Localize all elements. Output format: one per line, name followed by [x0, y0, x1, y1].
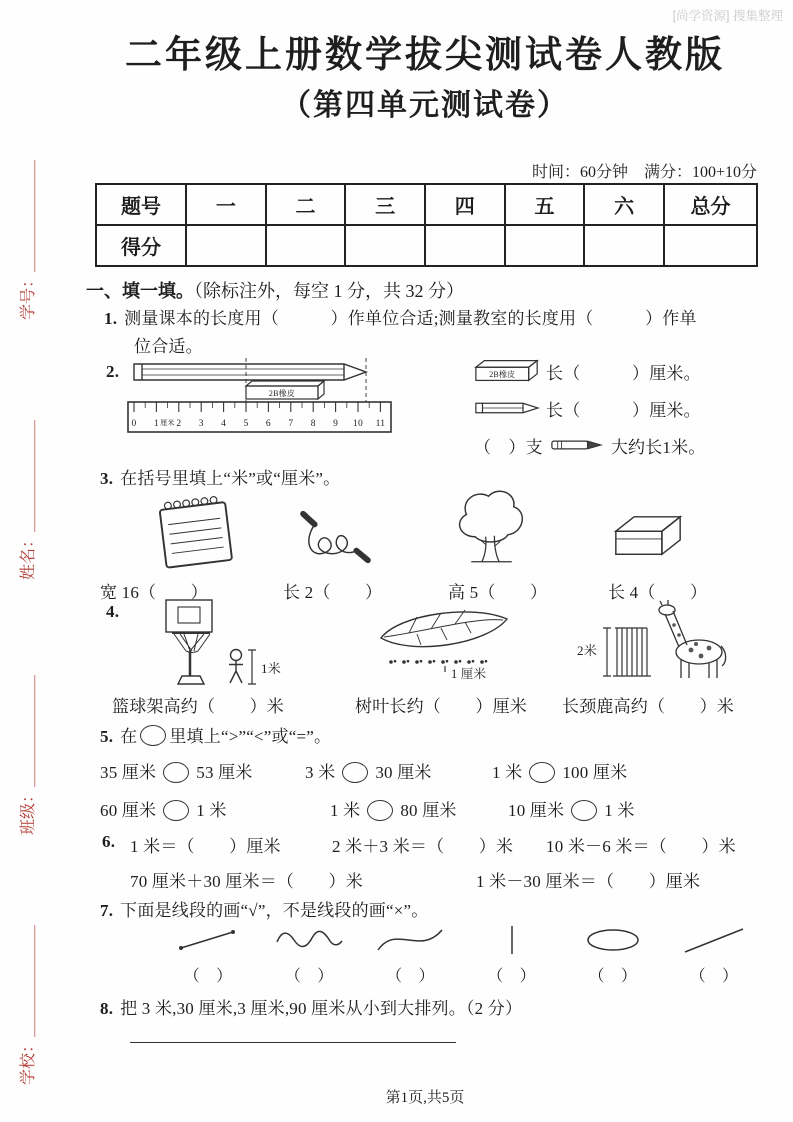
answer-text: 大约长1米。: [610, 437, 706, 457]
question-7-title: 下面是线段的画“√”，不是线段的画“×”。: [120, 901, 429, 920]
compare-right: 100 厘米: [562, 763, 628, 782]
conversion-item: 2 米＋3 米＝（ ）米: [332, 837, 514, 856]
answer-text: （ ）支: [474, 437, 543, 457]
question-7-number: 7.: [100, 901, 114, 920]
comparison-item: [492, 758, 627, 783]
vertical-line-icon: [476, 922, 548, 958]
line-judge-item: [577, 922, 649, 986]
svg-text:2: 2: [176, 419, 182, 429]
score-cell: 三: [345, 184, 425, 225]
question-1-text: 测量课本的长度用（ ）作单位合适;测量教室的长度用（ ）作单: [124, 309, 697, 328]
question-8-text: 把 3 米,30 厘米,3 厘米,90 厘米从小到大排列。（2 分）: [120, 999, 523, 1018]
answer-blank: （ ）: [689, 968, 739, 985]
question-2-row-crayon: [474, 432, 762, 458]
page-title: 二年级上册数学拔尖测试卷人教版: [125, 35, 725, 76]
conversion-item: 1 米＝（ ）厘米: [130, 837, 281, 856]
compare-circle: [163, 762, 189, 783]
line-judge-item: [678, 922, 750, 986]
unit-blank-label: 长 2（ ）: [283, 583, 383, 602]
score-cell: 五: [505, 184, 585, 225]
question-1-text-wrap: 位合适。: [134, 337, 203, 356]
score-cell-empty: [186, 225, 266, 266]
comparison-item: [100, 796, 227, 821]
question-3-title: 在括号里填上“米”或“厘米”。: [120, 469, 341, 488]
answer-blank: （ ）: [386, 968, 435, 985]
pencil-icon: [474, 399, 540, 417]
compare-left: 35 厘米: [100, 763, 157, 782]
giraffe-caption: 2米: [577, 643, 597, 658]
conversion-item: 1 米－30 厘米＝（ ）厘米: [476, 872, 701, 891]
unit-blank-label: 长 4（ ）: [608, 583, 708, 602]
question-8: [100, 994, 762, 1054]
comparison-item: [100, 758, 253, 783]
eraser-label: 2B橡皮: [489, 370, 516, 380]
crayon-icon: [549, 437, 605, 453]
svg-text:6: 6: [265, 419, 271, 429]
fence-icon: [603, 628, 651, 676]
sidebar-class: [15, 660, 37, 850]
compare-circle: [342, 762, 368, 783]
curved-line-icon: [374, 922, 446, 958]
estimate-label: 长颈鹿高约（ ）米: [562, 697, 734, 716]
answer-line: [130, 1042, 456, 1043]
question-2-row-pencil: [474, 395, 762, 421]
section-one-title: 一、填一填。: [86, 281, 194, 301]
question-6: [100, 832, 762, 896]
name-label: 姓名：: [20, 532, 37, 581]
unit-blank-label: 宽 16（ ）: [100, 583, 208, 602]
question-2-number: 2.: [106, 362, 120, 381]
ants-icon: [389, 660, 487, 664]
segment-with-endpoints-icon: [172, 922, 244, 958]
compare-left: 1 米: [330, 801, 361, 820]
sidebar-student-id: [15, 145, 37, 335]
ruler-unit-label: 厘米: [160, 419, 175, 427]
compare-right: 1 米: [604, 801, 635, 820]
score-cell-empty: [425, 225, 505, 266]
question-8-heading: [100, 994, 762, 1019]
line-judge-item: [476, 922, 548, 986]
answer-blank: （ ）: [588, 968, 638, 985]
question-7: [100, 896, 762, 992]
name-blank-line: ＿＿＿＿＿＿＿: [20, 419, 37, 532]
ellipse-icon: [577, 922, 649, 958]
section-one-heading: [86, 277, 464, 303]
compare-circle: [529, 762, 555, 783]
score-cell: 总分: [664, 184, 757, 225]
compare-circle: [571, 800, 597, 821]
svg-text:9: 9: [333, 419, 339, 429]
question-8-number: 8.: [100, 999, 114, 1018]
answer-text: 长（ ）厘米。: [546, 363, 701, 383]
answer-blank: （ ）: [284, 968, 334, 985]
score-cell: 得分: [96, 225, 186, 266]
svg-text:10: 10: [353, 419, 363, 429]
svg-text:8: 8: [310, 419, 316, 429]
svg-text:1: 1: [153, 419, 159, 429]
score-table-header-row: [96, 184, 757, 225]
unit-blank-label: 高 5（ ）: [448, 583, 548, 602]
question-3-heading: [100, 464, 762, 489]
score-cell-empty: [266, 225, 346, 266]
comparison-item: [330, 796, 457, 821]
basketball-caption: 1米: [261, 661, 281, 676]
score-cell: 四: [425, 184, 505, 225]
score-cell-empty: [584, 225, 664, 266]
pencil-ruler-figure: [126, 356, 396, 436]
conversion-item: 10 米－6 米＝（ ）米: [546, 837, 736, 856]
estimate-label: 篮球架高约（ ）米: [112, 697, 284, 716]
answer-blank: （ ）: [487, 968, 536, 985]
compare-circle: [367, 800, 393, 821]
compare-left: 60 厘米: [100, 801, 157, 820]
estimate-label: 树叶长约（ ）厘米: [355, 697, 527, 716]
question-6-number: 6.: [102, 832, 116, 851]
question-5-title-post: 里填上“>”“<”或“=”。: [169, 727, 332, 746]
school-blank-line: ＿＿＿＿＿＿＿: [20, 924, 37, 1037]
question-2-row-eraser: [474, 358, 762, 384]
question-4: [100, 598, 762, 720]
tree-icon: [450, 484, 532, 574]
line-judge-item: [273, 922, 345, 986]
ruler-numbers: [132, 418, 386, 429]
score-cell: 六: [584, 184, 664, 225]
svg-text:7: 7: [288, 419, 294, 429]
score-cell: 二: [266, 184, 346, 225]
sidebar-name: [15, 405, 37, 595]
question-5-title-pre: 在: [120, 727, 138, 746]
ruler-icon: [128, 402, 391, 432]
net: [174, 634, 210, 653]
line-judge-row: [172, 922, 750, 986]
question-1-number: 1.: [104, 309, 118, 328]
question-2: [100, 356, 762, 466]
question-3-number: 3.: [100, 469, 114, 488]
class-blank-line: ＿＿＿＿＿＿＿: [20, 674, 37, 787]
eraser-label: 2B橡皮: [268, 389, 296, 398]
height-measure-line: [248, 650, 256, 684]
svg-text:4: 4: [221, 419, 227, 429]
answer-text: 长（ ）厘米。: [546, 400, 701, 420]
giraffe-icon: [575, 600, 745, 680]
eraser-3d-icon: [612, 512, 684, 562]
question-3: [100, 464, 762, 606]
eraser-icon: [474, 358, 540, 384]
question-5: [100, 722, 762, 830]
answer-blank: （ ）: [183, 968, 233, 985]
score-table: [95, 183, 758, 267]
leaf-icon: [375, 604, 515, 684]
compare-right: 1 米: [196, 801, 227, 820]
score-cell: 一: [186, 184, 266, 225]
question-5-number: 5.: [100, 727, 114, 746]
basketball-hoop-icon: [160, 598, 295, 686]
comparison-item: [508, 796, 635, 821]
score-cell-empty: [664, 225, 757, 266]
score-cell-empty: [505, 225, 585, 266]
student-id-blank-line: ＿＿＿＿＿＿＿: [20, 159, 37, 272]
time-score-info: 时间：60分钟 满分：100+10分: [531, 164, 757, 181]
student-id-label: 学号：: [20, 272, 37, 321]
question-1: [104, 305, 766, 361]
compare-left: 3 米: [305, 763, 336, 782]
pencil-icon: [134, 364, 366, 380]
conversion-item: 70 厘米＋30 厘米＝（ ）米: [130, 872, 363, 891]
compare-left: 1 米: [492, 763, 523, 782]
question-1-line1: [104, 305, 766, 333]
person-icon: [229, 650, 243, 684]
svg-text:0: 0: [131, 419, 137, 429]
question-2-answers: [474, 358, 762, 469]
comparison-item: [305, 758, 432, 783]
watermark: [尚学资源] 搜集整理: [672, 9, 783, 23]
class-label: 班级：: [20, 787, 37, 836]
question-5-heading: [100, 722, 762, 747]
compare-circle: [140, 725, 166, 746]
compare-right: 53 厘米: [196, 763, 253, 782]
compare-right: 30 厘米: [375, 763, 432, 782]
compare-left: 10 厘米: [508, 801, 565, 820]
sidebar-school: [15, 910, 37, 1100]
line-judge-item: [172, 922, 244, 986]
svg-text:5: 5: [243, 419, 249, 429]
school-label: 学校：: [20, 1037, 37, 1086]
page-subtitle: （第四单元测试卷）: [281, 89, 569, 122]
slanted-line-icon: [678, 922, 750, 958]
notebook-icon: [150, 488, 242, 576]
section-one-note: （除标注外，每空 1 分，共 32 分）: [194, 281, 464, 301]
score-table-score-row: [96, 225, 757, 266]
line-judge-item: [374, 922, 446, 986]
compare-circle: [163, 800, 189, 821]
page-number: 第1页,共5页: [385, 1090, 465, 1106]
compare-right: 80 厘米: [400, 801, 457, 820]
score-cell-empty: [345, 225, 425, 266]
score-cell: 题号: [96, 184, 186, 225]
svg-text:11: 11: [375, 419, 386, 429]
wavy-line-icon: [273, 922, 345, 958]
question-7-heading: [100, 896, 762, 921]
svg-text:3: 3: [198, 419, 204, 429]
leaf-caption: 1 厘米: [451, 667, 487, 681]
question-4-number: 4.: [106, 602, 120, 621]
jump-rope-icon: [296, 508, 374, 568]
